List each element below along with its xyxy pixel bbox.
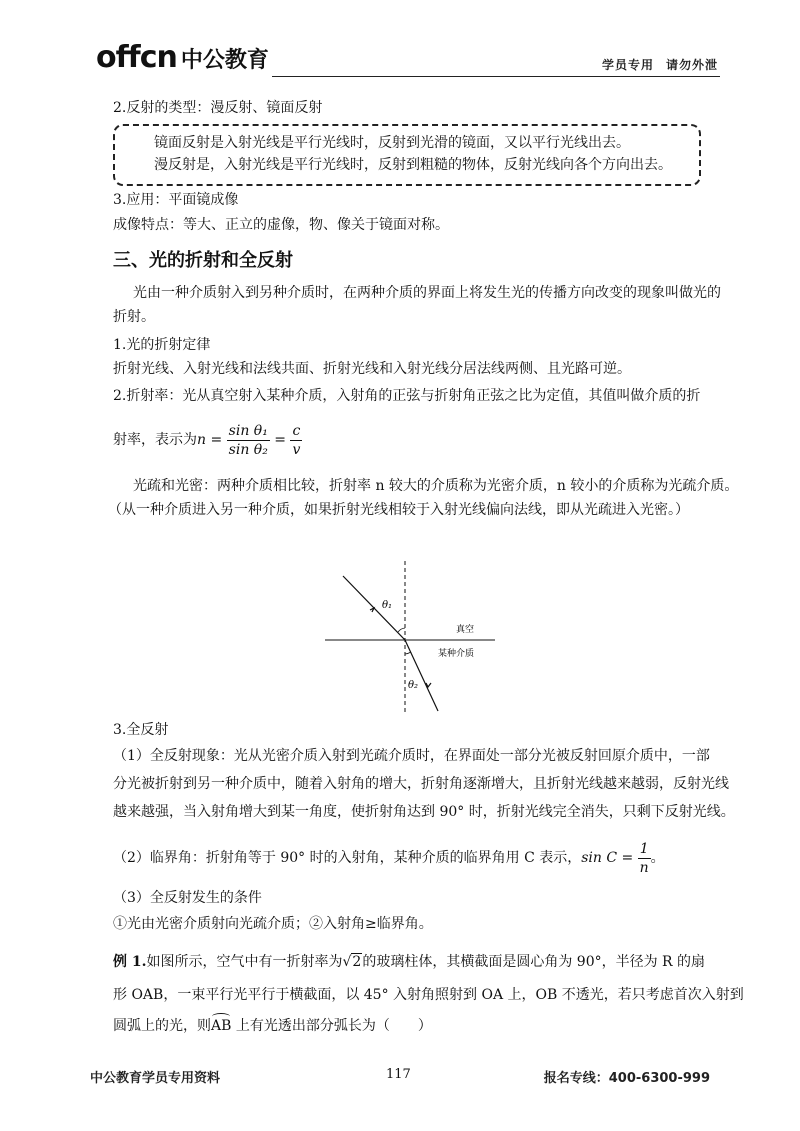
sqrt-expression: √2 [342,954,362,970]
paragraph: 2.折射率：光从真空射入某种介质，入射角的正弦与折射角正弦之比为定值，其值叫做介质的折 [113,388,701,404]
paragraph: 越来越强，当入射角增大到某一角度，使折射角达到 90° 时，折射光线完全消失，只剩下反射光线。 [113,804,735,820]
paragraph: 折射光线、入射光线和法线共面、折射光线和入射光线分居法线两侧、且光路可逆。 [113,361,631,377]
chapter-heading: 三、光的折射和全反射 [113,250,293,271]
page-header [96,36,720,86]
paragraph: 光疏和光密：两种介质相比较，折射率 n 较大的介质称为光密介质，n 较小的介质称为光疏介质。 [133,478,739,494]
note-line-2: 漫反射是，入射光线是平行光线时，反射到粗糙的物体，反射光线向各个方向出去。 [154,157,672,173]
critical-angle-sin: sin C = [581,850,634,866]
refracted-ray [405,640,438,711]
example-line-2: 形 OAB，一束平行光平行于横截面，以 45° 入射角照射到 OA 上，OB 不透光，若只考虑首次入射到 [113,987,744,1003]
paragraph: 分光被折射到另一种介质中，随着入射角的增大，折射角逐渐增大，且折射光线越来越弱，反射光线 [113,776,729,792]
refraction-diagram [310,556,510,716]
footer-left-text: 中公教育学员专用资料 [90,1071,221,1086]
arc-ab: AB [211,1018,232,1034]
fraction-numerator: 1 [639,840,649,857]
section-title: 3.全反射 [113,722,169,738]
paragraph: 折射。 [113,309,155,325]
header-tag-student: 学员专用 [601,58,654,72]
header-tags [602,56,718,73]
fraction-denominator: n [639,859,649,876]
paragraph: 成像特点：等大、正立的虚像，物、像关于镜面对称。 [113,217,449,233]
fraction-numerator: c [292,422,301,439]
period: 。 [650,850,665,866]
formula-equals: = [210,432,223,448]
header-rule [272,76,720,77]
example-text: 的玻璃柱体，其横截面是圆心角为 90°，半径为 R 的扇 [362,954,706,970]
fraction-1n [638,840,651,877]
fraction-denominator: sin θ₂ [228,441,268,458]
logo-cn-text: 中公教育 [180,48,269,73]
section-title: 1.光的折射定律 [113,337,211,353]
example-text: 上有光透出部分弧长为（ ） [231,1018,432,1034]
offcn-logo [96,40,269,75]
formula-prefix: 射率，表示为 [113,432,197,448]
example-label: 例 1. [113,954,147,970]
formula-equals: = [274,432,287,448]
page-number: 117 [386,1067,411,1082]
critical-angle-line [113,838,665,878]
fraction-sin [227,422,270,459]
paragraph: （1）全反射现象：光从光密介质入射到光疏介质时，在界面处一部分光被反射回原介质中，一部 [113,748,710,764]
header-tag-confidential: 请勿外泄 [665,58,718,72]
theta2-label: θ₂ [408,680,419,691]
section-title: 2.反射的类型：漫反射、镜面反射 [113,100,323,116]
example-text: 圆弧上的光，则 [113,1018,211,1034]
sqrt-radicand: 2 [352,954,362,970]
formula-n: n [197,432,207,448]
fraction-cv [290,422,302,459]
footer-hotline: 报名专线：400-6300-999 [543,1071,710,1086]
medium-label: 某种介质 [438,649,475,659]
example-line-1 [113,952,705,972]
vacuum-label: 真空 [456,625,475,635]
paragraph: （3）全反射发生的条件 [113,890,262,906]
logo-text: offcn [96,40,177,75]
fraction-numerator: sin θ₁ [228,422,268,439]
paragraph: ①光由光密介质射向光疏介质；②入射角≥临界角。 [113,916,433,932]
section-title: 3.应用：平面镜成像 [113,192,239,208]
critical-angle-text: （2）临界角：折射角等于 90° 时的入射角，某种介质的临界角用 C 表示， [113,850,582,866]
theta1-label: θ₁ [382,600,393,611]
note-line-1: 镜面反射是入射光线是平行光线时，反射到光滑的镜面，又以平行光线出去。 [154,135,630,151]
fraction-denominator: v [292,441,301,458]
paragraph: 光由一种介质射入到另种介质时，在两种介质的界面上将发生光的传播方向改变的现象叫做光的 [133,285,721,301]
example-line-3 [113,1016,432,1036]
angle-arc-2 [405,652,411,654]
incident-arrow-icon [370,608,374,612]
angle-arc-1 [398,628,405,632]
paragraph: （从一种介质进入另一种介质，如果折射光线相较于入射光线偏向法线，即从光疏进入光密。） [108,502,689,518]
formula-line [113,420,302,460]
example-text: 如图所示，空气中有一折射率为 [146,954,343,970]
